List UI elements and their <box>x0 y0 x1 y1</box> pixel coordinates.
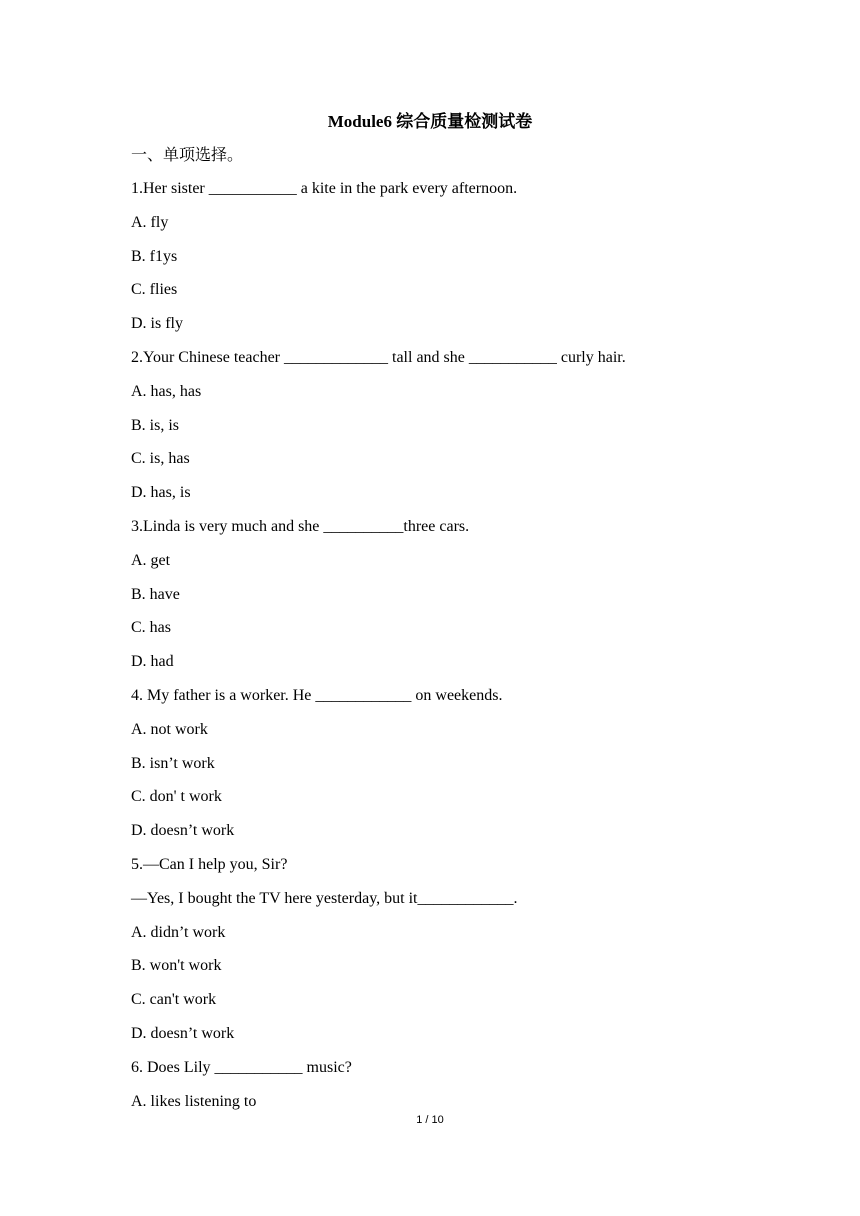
question-1-option-c: C. flies <box>131 281 178 299</box>
question-4-option-b: B. isn’t work <box>131 754 215 772</box>
question-3-option-b: B. have <box>131 585 180 603</box>
question-1-option-a: A. fly <box>131 213 169 231</box>
question-4-option-d: D. doesn’t work <box>131 822 235 840</box>
question-4-stem: 4. My father is a worker. He ____________ on weekends. <box>131 686 503 704</box>
question-6-option-a: A. likes listening to <box>131 1092 257 1110</box>
question-3-option-c: C. has <box>131 619 171 637</box>
question-5-option-b: B. won't work <box>131 957 222 975</box>
question-list <box>131 178 751 1124</box>
question-1-stem: 1.Her sister ___________ a kite in the park every afternoon. <box>131 180 518 197</box>
question-2-option-b: B. is, is <box>131 416 180 434</box>
question-2-option-c: C. is, has <box>131 450 190 468</box>
question-5-stem: 5.—Can I help you, Sir? <box>131 855 288 873</box>
section-heading: 一、单项选择。 <box>131 145 244 164</box>
question-2-stem: 2.Your Chinese teacher _____________ tall and she ___________ curly hair. <box>131 348 626 366</box>
question-1-option-b: B. f1ys <box>131 247 178 265</box>
question-3-stem: 3.Linda is very much and she __________three cars. <box>131 517 470 535</box>
question-2-option-a: A. has, has <box>131 382 202 400</box>
question-5-option-a: A. didn’t work <box>131 923 226 941</box>
question-5-option-d: D. doesn’t work <box>131 1024 235 1042</box>
page-number: 1 / 10 <box>416 1114 444 1126</box>
question-5-stem-reply: —Yes, I bought the TV here yesterday, but it____________. <box>131 889 518 907</box>
question-1-option-d: D. is fly <box>131 315 183 333</box>
question-6-stem: 6. Does Lily ___________ music? <box>131 1058 352 1076</box>
question-3-option-a: A. get <box>131 551 171 569</box>
question-3-option-d: D. had <box>131 653 174 671</box>
question-4-option-c: C. don' t work <box>131 788 222 806</box>
question-5-option-c: C. can't work <box>131 991 217 1009</box>
document-title: Module6 综合质量检测试卷 <box>327 112 533 131</box>
question-2-option-d: D. has, is <box>131 484 191 502</box>
question-4-option-a: A. not work <box>131 720 208 738</box>
